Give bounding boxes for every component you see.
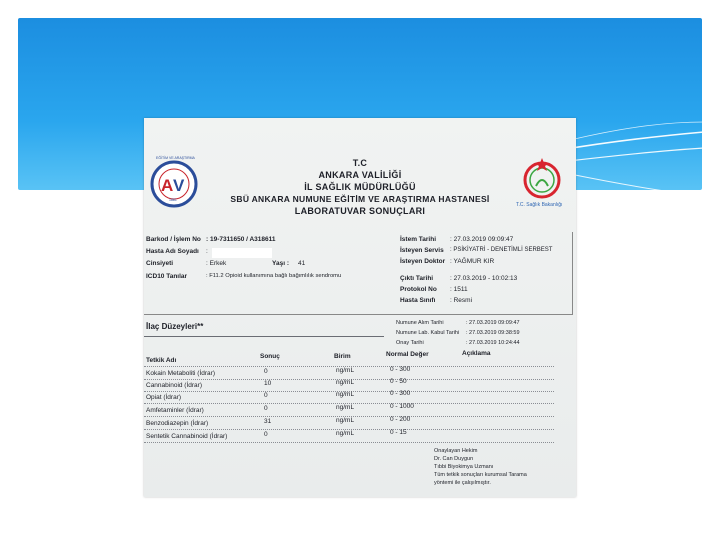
request-date-label: İstem Tarihi [400,236,437,243]
row-2-test: Opiat (İdrar) [146,394,182,401]
col-header-test: Tetkik Adı [146,357,177,364]
row-0-result: 0 [264,368,268,375]
row-2-normal: 0 - 300 [390,390,411,397]
row-2-result: 0 [264,392,268,399]
output-date-value: : 27.03.2019 - 10:02:13 [450,275,518,282]
gender-label: Cinsiyeti [146,260,174,267]
signature-line-3: Tıbbi Biyokimya Uzmanı [434,464,494,470]
row-4-normal: 0 - 200 [390,416,411,423]
section-divider [144,336,384,337]
row-4-test: Benzodiazepin (İdrar) [146,420,209,427]
row-1-result: 10 [264,380,272,387]
age-value: 41 [298,260,306,267]
request-date-value: : 27.03.2019 09:09:47 [450,236,514,243]
age-label: Yaşı : [272,260,289,267]
request-service-value: : PSİKİYATRİ - DENETİMLİ SERBEST [450,247,553,253]
signature-line-1: Onaylayan Hekim [434,448,478,454]
row-3-result: 0 [264,405,268,412]
row-0-test: Kokain Metaboliti (İdrar) [146,370,215,377]
request-doctor-label: İsteyen Doktor [400,258,446,265]
barcode-value: : 19-7311650 / A318611 [206,236,276,243]
ministry-logo [512,156,572,214]
gender-value: : Erkek [206,260,227,267]
logo-left-year: 1881 [169,198,177,202]
row-3-normal: 0 - 1000 [390,403,414,410]
row-3-unit: ng/mL [336,404,355,411]
report-title-line-4: SBÜ ANKARA NUMUNE EĞİTİM VE ARAŞTIRMA HASTANESİ [230,194,490,204]
sample-taken-label: Numune Alım Tarihi [396,320,444,326]
col-header-note: Açıklama [462,350,491,357]
row-2-unit: ng/mL [336,391,355,398]
section-title: İlaç Düzeyleri** [146,322,204,331]
logo-left-caption: EĞİTİM VE ARAŞTIRMA [156,156,195,160]
sample-taken-value: : 27.03.2019 09:09:47 [466,320,520,326]
row-0-normal: 0 - 300 [390,366,411,373]
hospital-logo [150,158,198,210]
svg-text:A: A [161,176,174,195]
signature-line-2: Dr. Can Duygun [434,456,474,462]
lab-report-photo [144,118,576,497]
protocol-label: Protokol No [400,286,437,293]
report-title-line-2: ANKARA VALİLİĞİ [318,170,402,180]
signature-line-4: Tüm tetkik sonuçları kurumsal Tarama [434,472,527,478]
icd10-label: ICD10 Tanılar [146,273,188,280]
row-5-normal: 0 - 15 [390,429,407,436]
redaction-block [212,248,272,258]
signature-line-5: yöntemi ile çalışılmıştır. [434,480,491,486]
approval-date-value: : 27.03.2019 10:24:44 [466,340,520,346]
protocol-value: : 1511 [450,286,468,293]
row-5-divider [144,442,554,443]
row-0-unit: ng/mL [336,367,355,374]
row-4-unit: ng/mL [336,417,355,424]
request-doctor-value: : YAĞMUR KIR [450,258,495,265]
patient-class-label: Hasta Sınıfı [400,297,436,304]
row-5-result: 0 [264,431,268,438]
row-1-test: Cannabinoid (İdrar) [146,382,203,389]
report-title-line-1: T.C [352,158,368,168]
row-1-unit: ng/mL [336,379,355,386]
row-1-normal: 0 - 50 [390,378,407,385]
output-date-label: Çıktı Tarihi [400,275,434,282]
patient-class-value: : Resmi [450,297,473,304]
request-service-label: İsteyen Servis [400,247,444,254]
sample-accepted-value: : 27.03.2019 09:38:59 [466,330,520,336]
col-header-unit: Birim [334,353,351,360]
sample-accepted-label: Numune Lab. Kabul Tarihi [396,330,460,336]
row-3-test: Amfetaminler (İdrar) [146,407,204,414]
col-header-normal: Normal Değer [386,351,429,358]
svg-text:V: V [173,176,185,195]
col-header-result: Sonuç [260,353,280,360]
row-4-result: 31 [264,418,272,425]
row-5-unit: ng/mL [336,430,355,437]
barcode-label: Barkod / İşlem No [146,236,201,243]
logo-right-caption: T.C. Sağlık Bakanlığı [516,202,563,208]
report-title-line-3: İL SAĞLIK MÜDÜRLÜĞÜ [304,182,416,192]
report-title-line-5: LABORATUVAR SONUÇLARI [294,206,426,216]
approval-date-label: Onay Tarihi [396,340,424,346]
row-5-test: Sentetik Cannabinoid (İdrar) [146,433,228,440]
icd10-value: : F11.2 Opioid kullanımına bağlı bağımlılık sendromu [206,273,342,279]
patient-name-value: : [206,248,208,255]
patient-name-label: Hasta Adı Soyadı [146,248,199,255]
